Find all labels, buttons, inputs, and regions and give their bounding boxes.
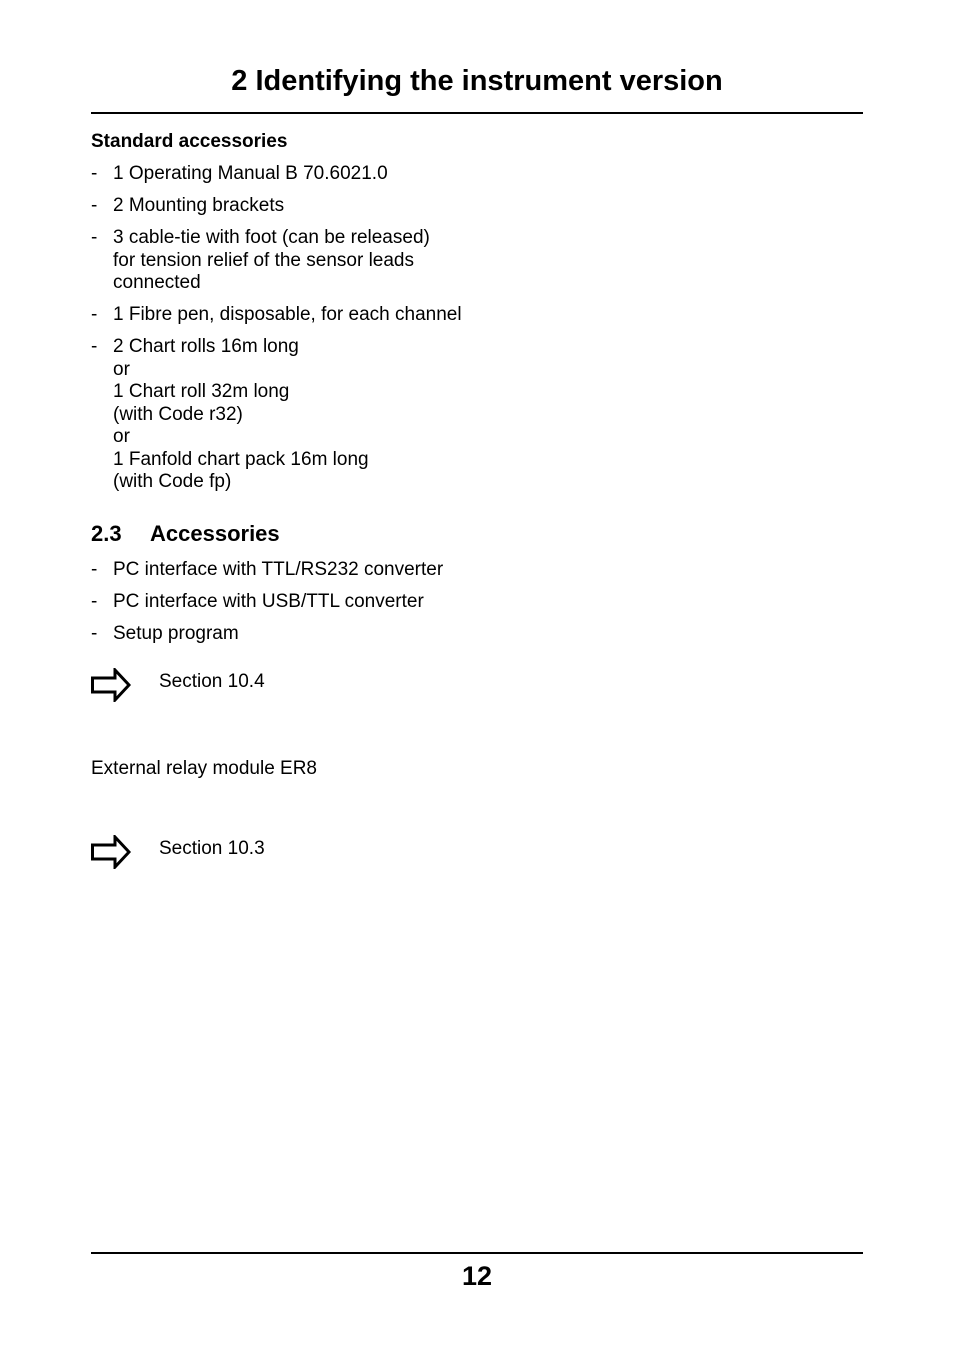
list-item [91,591,591,614]
list-item-text: 1 Fibre pen, disposable, for each channel [113,304,462,325]
list-item [91,304,591,327]
list-item-text: connected [113,272,201,293]
dash-bullet: - [91,163,98,184]
list-item-text: 1 Fanfold chart pack 16m long [113,448,369,470]
reference-row [91,668,491,702]
list-item [91,227,591,295]
page-number: 12 [461,1261,493,1291]
list-item-text: for tension relief of the sensor leads [113,249,415,271]
list-item-text: or [113,426,130,447]
dash-bullet: - [91,304,98,325]
dash-bullet: - [91,195,98,216]
list-item-text: 2 Chart rolls 16m long [113,336,299,357]
section-heading-accessories [91,520,280,548]
footer-rule [91,1252,863,1254]
list-item-text: 1 Operating Manual B 70.6021.0 [113,163,388,184]
standard-accessories-list [91,163,591,503]
list-item-text: PC interface with TTL/RS232 converter [113,559,444,580]
list-item-text: 1 Chart roll 32m long [113,381,290,402]
external-relay-text: External relay module ER8 [91,758,317,779]
dash-bullet: - [91,623,98,644]
page-title: 2 Identifying the instrument version [231,65,723,97]
list-item-text: PC interface with USB/TTL converter [113,591,424,612]
accessories-list [91,559,591,655]
section-reference-link: Section 10.4 [159,671,265,692]
list-item [91,163,591,186]
list-item-text: 2 Mounting brackets [113,195,285,216]
section-reference-link: Section 10.3 [159,838,265,859]
list-item [91,336,591,494]
reference-row [91,835,491,869]
header-rule [91,112,863,114]
list-item-text: (with Code fp) [113,471,232,492]
list-item-text: Setup program [113,623,239,644]
right-arrow-outline-icon [91,668,131,702]
dash-bullet: - [91,559,98,580]
dash-bullet: - [91,227,98,248]
dash-bullet: - [91,591,98,612]
list-item-text: (with Code r32) [113,403,243,425]
list-item [91,195,591,218]
section-title: Accessories [150,521,280,546]
dash-bullet: - [91,336,98,357]
section-number: 2.3 [91,521,122,546]
list-item [91,623,591,646]
list-item-text: or [113,358,130,380]
list-item [91,559,591,582]
standard-accessories-heading: Standard accessories [91,131,288,152]
list-item-text: 3 cable-tie with foot (can be released) [113,227,430,248]
right-arrow-outline-icon [91,835,131,869]
